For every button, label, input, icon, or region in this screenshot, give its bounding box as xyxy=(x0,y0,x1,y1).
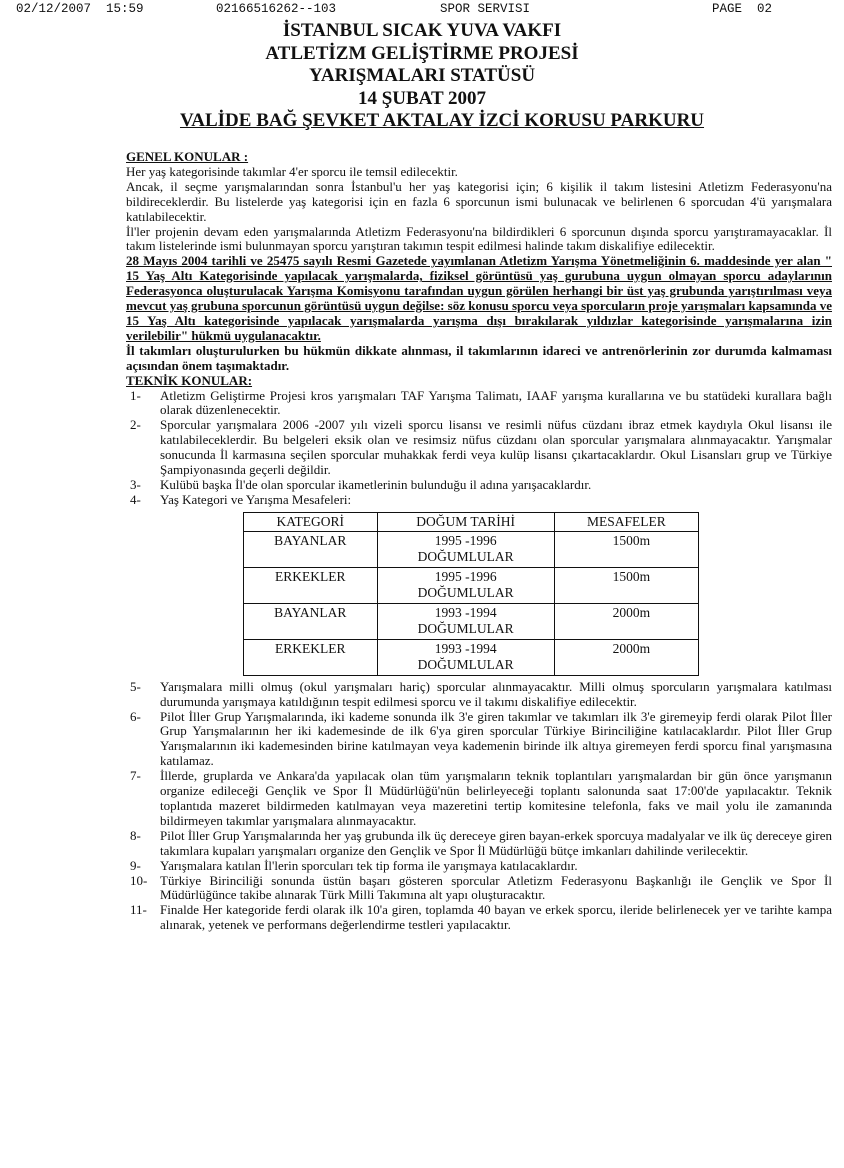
genel-paragraph: Ancak, il seçme yarışmalarından sonra İstanbul'u her yaş kategorisi için; 6 kişilik il takım listesini Atletizm Federasyonu'na bildireceklerdir. Bu listelerde yaş kategorisi için en fazla 6 sporcunun ismi bulunacak ve belirlenen 6 sporcudan 4'ü yarışmalara katılabilecektir. xyxy=(126,178,832,224)
list-item-text: Finalde Her kategoride ferdi olarak ilk 10'a giren, toplamda 40 bayan ve erkek sporcu, ileride belirlenecek yer ve tarihte kampa alınarak, yetenek ve performans değerlendirme testleri yapılacaktır. xyxy=(160,902,832,933)
list-item-text: İllerde, gruplarda ve Ankara'da yapılacak olan tüm yarışmaların teknik toplantıları yarışmalardan bir gün önce yarışmanın organize edileceği Gençlik ve Spor İl Müdürlüğü'nün belirleyeceği toplantı salonunda saat 17:00'de yapılacaktır. Teknik toplantıda mazeret bildirmeden katılmayan veya mazeretini tertip komitesine telefonla, faks ve mail yolu ile zamanında bildirmeyen takımlar yarışmalara alınmayacaktır. xyxy=(160,768,832,828)
document-titles xyxy=(0,20,844,133)
table-row xyxy=(244,603,699,639)
list-item-number: 10- xyxy=(130,872,148,888)
list-item-number: 1- xyxy=(130,387,141,403)
list-item xyxy=(126,829,832,859)
genel-paragraph: İl'ler projenin devam eden yarışmalarında Atletizm Federasyonu'na bildirdikleri 6 sporcunun dışında sporcu yarıştıramayacaklar. İl takım listelerinde ismi bulunmayan sporcu yarıştıran takımın tespit edilmesi halinde takım diskalifiye edilecektir. xyxy=(126,223,832,254)
list-item xyxy=(126,389,832,419)
table-row xyxy=(244,567,699,603)
list-item xyxy=(126,680,832,710)
list-item-text: Kulübü başka İl'de olan sporcular ikametlerinin bulunduğu il adına yarışacaklardır. xyxy=(160,476,592,492)
fax-header xyxy=(16,2,836,18)
header-kategori: KATEGORİ xyxy=(244,512,378,531)
title-statute: YARIŞMALARI STATÜSÜ xyxy=(308,65,536,86)
fax-datetime: 02/12/2007 15:59 xyxy=(16,2,144,16)
regulation-quote: 28 Mayıs 2004 tarihli ve 25475 sayılı Resmi Gazetede yayımlanan Atletizm Yarışma Yönetmeliğinin 6. maddesinde yer alan " 15 Yaş Altı Kategorisinde yapılacak yarışmalarda, fiziksel görüntüsü yaş gurubuna uygun olmayan sporcu adaylarının Federasyonca oluşturulacak Yarışma Komisyonu tarafından uygun görülen herhangi bir üst yaş grubunda yarıştırılması veya mevcut yaş grubuna sporcunun görüntüsü uygun değilse: söz konusu sporcu veya sporcuların proje yarışmaları kapsamında ve 15 Yaş Altı kategorisinde yapılacak yarışmalarda yarışma dışı bırakılarak yıldızlar kategorisinde yarışmalarına izin verilebilir" hükmü uygulanacaktır. xyxy=(126,253,832,343)
fax-number: 02166516262--103 xyxy=(216,2,337,16)
list-item xyxy=(126,903,832,933)
genel-paragraph-important: İl takımları oluşturulurken bu hükmün dikkate alınması, il takımlarının idareci ve antrenörlerinin zor durumda kalmaması açısından önem taşımaktadır. xyxy=(126,342,832,373)
cell-year-range: 1995 -1996 xyxy=(434,532,497,548)
list-item-number: 11- xyxy=(130,902,147,918)
list-item-number: 9- xyxy=(130,857,141,873)
cell-kategori: BAYANLAR xyxy=(244,531,378,567)
fax-sender: SPOR SERVISI xyxy=(440,2,531,16)
genel-paragraph: Her yaş kategorisinde takımlar 4'er sporcu ile temsil edilecektir. xyxy=(126,163,458,179)
teknik-list-part2 xyxy=(126,680,832,933)
title-date: 14 ŞUBAT 2007 xyxy=(357,87,487,109)
category-table-wrap xyxy=(126,512,832,676)
list-item xyxy=(126,418,832,478)
cell-year-range: 1995 -1996 xyxy=(434,568,497,584)
cell-mesafe: 2000m xyxy=(554,639,698,675)
title-venue: VALİDE BAĞ ŞEVKET AKTALAY İZCİ KORUSU PARKURU xyxy=(179,110,705,131)
list-item-text: Yarışmalara milli olmuş (okul yarışmaları hariç) sporcular alınmayacaktır. Milli olmuş sporcuların yarışmalara katılması durumunda yarışmaya katıldığının tespit edilmesi sporcu ve il takımı diskalifiye edilecektir. xyxy=(160,678,832,709)
list-item-text: Türkiye Birinciliği sonunda üstün başarı gösteren sporcular Atletizm Federasyonu Başkanlığı ile Gençlik ve Spor İl Müdürlüğünce takibe alınarak Türk Milli Takımına alt yapı oluşturacaktır. xyxy=(160,872,832,903)
cell-kategori: BAYANLAR xyxy=(244,603,378,639)
cell-year-range: 1993 -1994 xyxy=(434,604,497,620)
list-item xyxy=(126,478,832,493)
cell-dogumlular: DOĞUMLULAR xyxy=(417,656,514,672)
list-item-number: 8- xyxy=(130,827,141,843)
genel-heading: GENEL KONULAR : xyxy=(126,149,249,164)
teknik-heading: TEKNİK KONULAR: xyxy=(126,372,253,388)
cell-dogum-tarihi xyxy=(377,567,554,603)
title-project: ATLETİZM GELİŞTİRME PROJESİ xyxy=(265,42,579,64)
cell-dogumlular: DOĞUMLULAR xyxy=(417,584,514,600)
list-item-number: 6- xyxy=(130,708,141,724)
cell-dogum-tarihi xyxy=(377,639,554,675)
cell-kategori: ERKEKLER xyxy=(244,639,378,675)
list-item-text: Yaş Kategori ve Yarışma Mesafeleri: xyxy=(160,491,352,507)
list-item-number: 4- xyxy=(130,491,141,507)
list-item xyxy=(126,710,832,770)
title-foundation: İSTANBUL SICAK YUVA VAKFI xyxy=(282,20,562,41)
table-header-row xyxy=(244,512,699,531)
list-item-text: Sporcular yarışmalara 2006 -2007 yılı vizeli sporcu lisansı ve resimli nüfus cüzdanı ibraz etmek kaydıyla Okul lisansı ile katılabileceklerdir. Bu belgeleri eksik olan ve resimsiz nüfus cüzdanı olan sporcular yarışmalara alınmayacaktır. Yarışmalar sonucunda İl karmasına seçilen sporcular muhakkak ferdi veya kulüp lisansı çıkartacaklardır. Okul Lisansları grup ve Türkiye Şampiyonasında geçerli değildir. xyxy=(160,417,832,478)
cell-dogum-tarihi xyxy=(377,603,554,639)
table-row xyxy=(244,531,699,567)
header-mesafeler: MESAFELER xyxy=(554,512,698,531)
cell-dogum-tarihi xyxy=(377,531,554,567)
list-item-text: Pilot İller Grup Yarışmalarında her yaş grubunda ilk üç dereceye giren bayan-erkek sporcuya madalyalar ve ilk üç dereceye giren takımlara kupaları yarışmaları organize den Gençlik ve Spor İl Müdürlüğü bütçe imkanları dahilinde verilecektir. xyxy=(160,827,832,858)
document-body xyxy=(126,150,832,933)
cell-mesafe: 2000m xyxy=(554,603,698,639)
teknik-list-part1 xyxy=(126,389,832,508)
list-item-number: 2- xyxy=(130,417,141,433)
fax-page: PAGE 02 xyxy=(712,2,773,16)
cell-mesafe: 1500m xyxy=(554,531,698,567)
list-item xyxy=(126,859,832,874)
list-item-text: Yarışmalara katılan İl'lerin sporcuları tek tip forma ile yarışmaya katılacaklardır. xyxy=(160,857,578,873)
list-item xyxy=(126,874,832,904)
list-item xyxy=(126,493,832,508)
list-item-number: 7- xyxy=(130,768,141,784)
cell-kategori: ERKEKLER xyxy=(244,567,378,603)
list-item-number: 5- xyxy=(130,678,141,694)
header-dogum-tarihi: DOĞUM TARİHİ xyxy=(377,512,554,531)
list-item-text: Atletizm Geliştirme Projesi kros yarışmaları TAF Yarışma Talimatı, IAAF yarışma kurallarına ve bu statüdeki kurallara bağlı olarak düzenlenecektir. xyxy=(160,387,832,418)
list-item-text: Pilot İller Grup Yarışmalarında, iki kademe sonunda ilk 3'e giren takımlar ve takımları ilk 3'e giremeyip ferdi olarak Pilot İller Grup Yarışmalarının her iki kademesinde de ilk 6'ya giren sporcular Türkiye Birinciliğine katılacaklardır. Pilot İller Grup Yarışmalarının iki kademesinden birine katılmayan veya kademenin birinde ilk altıya giremeyen ferdi sporcu final yarışmasına katılamaz. xyxy=(160,708,832,769)
list-item-number: 3- xyxy=(130,476,141,492)
category-table xyxy=(243,512,699,676)
cell-mesafe: 1500m xyxy=(554,567,698,603)
cell-dogumlular: DOĞUMLULAR xyxy=(417,620,514,636)
cell-dogumlular: DOĞUMLULAR xyxy=(417,548,514,564)
table-row xyxy=(244,639,699,675)
cell-year-range: 1993 -1994 xyxy=(434,640,497,656)
list-item xyxy=(126,769,832,829)
